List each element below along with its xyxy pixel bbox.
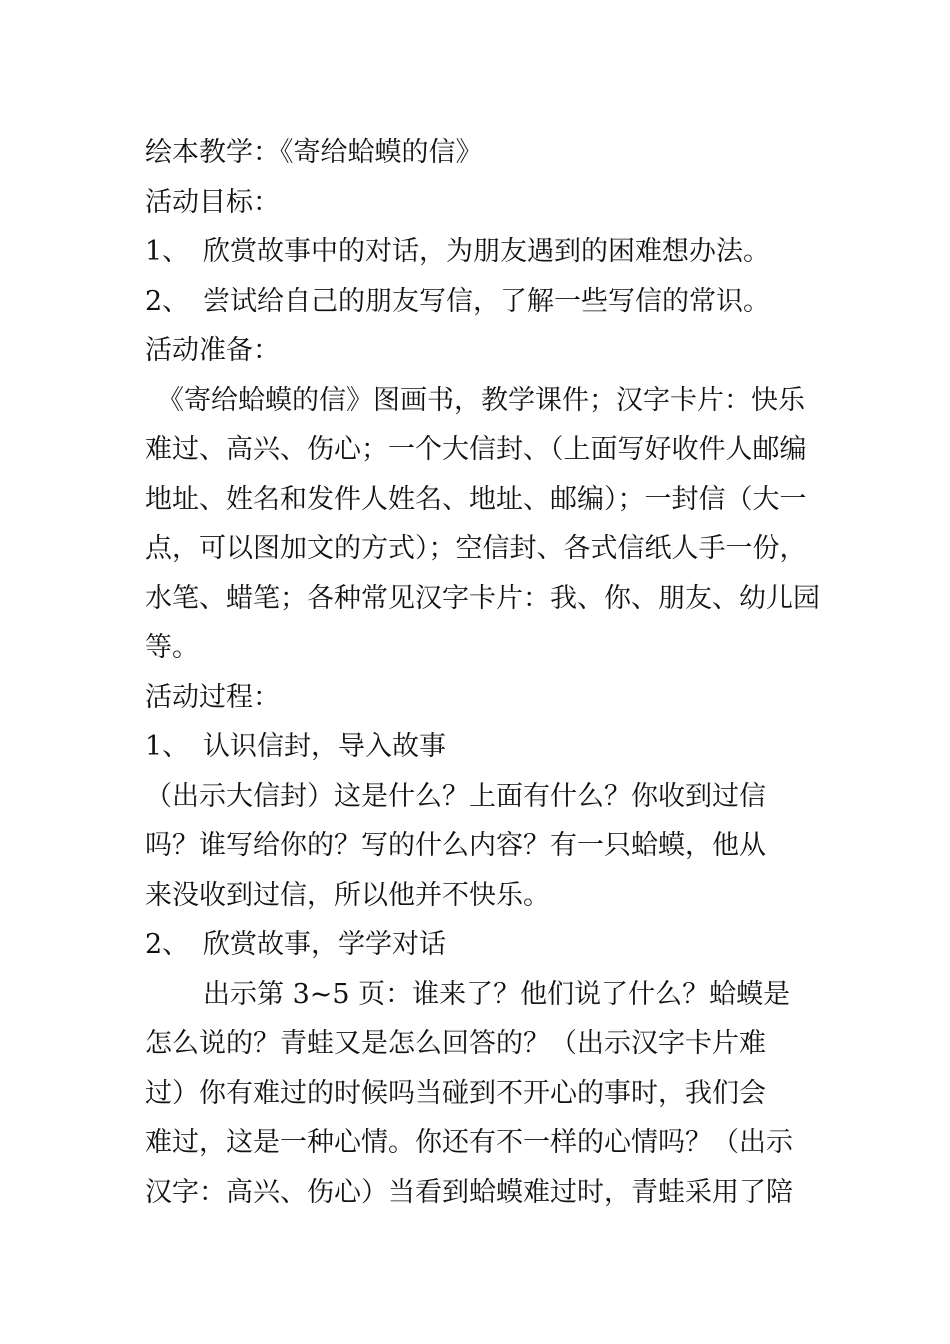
prep-line: 难过、高兴、伤心；一个大信封、（上面写好收件人邮编	[145, 434, 807, 465]
step1-line: （出示大信封）这是什么？上面有什么？你收到过信	[145, 780, 766, 812]
step-title: 欣赏故事，学学对话	[203, 929, 446, 960]
goal-number: 2、	[145, 285, 190, 317]
prep-line: 地址、姓名和发件人姓名、地址、邮编）；一封信（大一	[145, 483, 807, 515]
step2-line: 出示第 3~5 页：谁来了？他们说了什么？蛤蟆是	[203, 978, 791, 1010]
step-number: 2、	[145, 929, 190, 960]
step-number: 1、	[145, 731, 190, 762]
document-page	[145, 128, 820, 1217]
goals-heading: 活动目标：	[145, 186, 280, 218]
goal-text: 欣赏故事中的对话，为朋友遇到的困难想办法。	[203, 236, 770, 267]
goal-text: 尝试给自己的朋友写信，了解一些写信的常识。	[203, 285, 770, 317]
step2-line: 怎么说的？青蛙又是怎么回答的？（出示汉字卡片难	[145, 1028, 766, 1059]
step2-line: 难过，这是一种心情。你还有不一样的心情吗？（出示	[145, 1127, 793, 1158]
step-heading	[145, 920, 810, 970]
prep-line: 等。	[145, 632, 199, 663]
step-heading	[145, 722, 810, 772]
step-title: 认识信封，导入故事	[203, 731, 446, 762]
goal-item	[145, 277, 810, 327]
prep-line: 《寄给蛤蟆的信》图画书，教学课件；汉字卡片：快乐	[157, 384, 805, 416]
document-title: 绘本教学：《寄给蛤蟆的信》	[145, 137, 483, 168]
prep-line: 水笔、蜡笔；各种常见汉字卡片：我、你、朋友、幼儿园	[145, 582, 820, 614]
step1-line: 来没收到过信，所以他并不快乐。	[145, 879, 550, 911]
step2-line: 过）你有难过的时候吗当碰到不开心的事时，我们会	[145, 1077, 766, 1109]
step2-line: 汉字：高兴、伤心）当看到蛤蟆难过时，青蛙采用了陪	[145, 1176, 793, 1208]
prep-heading: 活动准备：	[145, 335, 280, 366]
prep-line: 点，可以图加文的方式）；空信封、各式信纸人手一份，	[145, 533, 807, 564]
goal-item	[145, 227, 810, 277]
goal-number: 1、	[145, 236, 190, 267]
step1-line: 吗？谁写给你的？写的什么内容？有一只蛤蟆，他从	[145, 830, 766, 861]
process-heading: 活动过程：	[145, 681, 280, 713]
